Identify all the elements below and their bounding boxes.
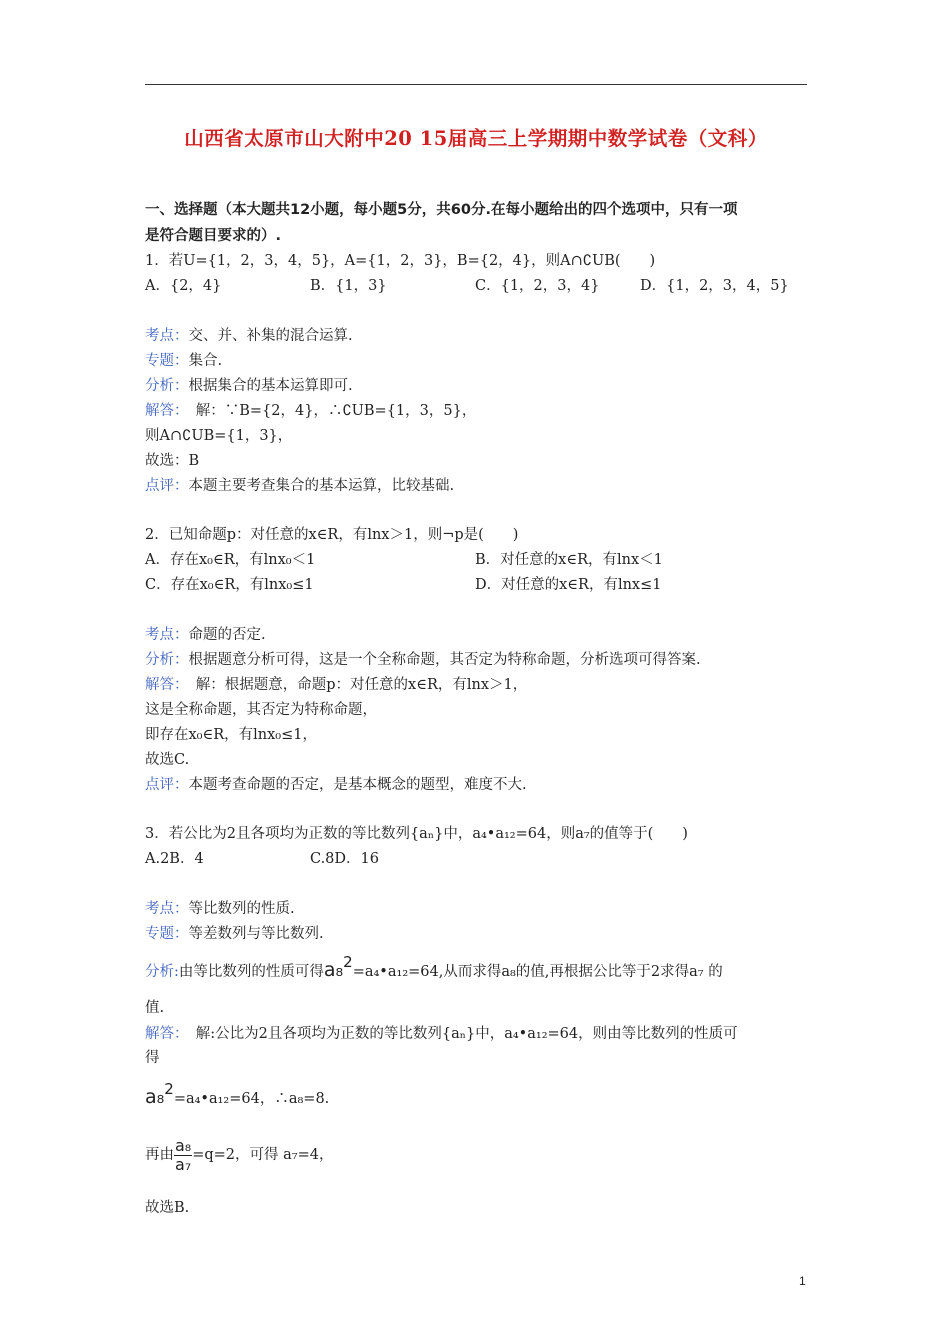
zhuanti-label: 专题： [145, 926, 189, 942]
q3-sol-text-cont: =q=2，可得 a₇=4， [192, 1147, 334, 1163]
fenxi-label: 分析： [145, 378, 189, 394]
section-heading-cont: 是符合题目要求的）. [145, 228, 282, 244]
jieda-label: 解答： [145, 1026, 182, 1042]
exponent: 2 [343, 953, 353, 971]
q1-zhuanti [145, 351, 222, 371]
q3-sol-text: =a₄•a₁₂=64，∴a₈=8. [173, 1091, 330, 1107]
q3-jieda-text: 解:公比为2且各项均为正数的等比数列{aₙ}中，a₄•a₁₂=64，则由等比数列的性质可 [181, 1026, 738, 1042]
q3-option-cd: C.8D．16 [310, 851, 379, 867]
q3-sol-text: 再由 [145, 1147, 174, 1163]
q2-dianping [145, 775, 527, 795]
fenxi-label: 分析： [145, 652, 189, 668]
q3-zhuanti [145, 924, 324, 944]
kaodian-label: 考点： [145, 627, 189, 643]
q3-stem: 3．若公比为2且各项均为正数的等比数列{aₙ}中，a₄•a₁₂=64，则a₇的值等于( ) [145, 826, 688, 842]
q3-kaodian [145, 899, 295, 919]
q1-jieda [145, 401, 476, 421]
q3-jieda [145, 1024, 738, 1044]
q1-fenxi-text: 根据集合的基本运算即可. [188, 378, 353, 394]
section-heading: 一、选择题（本大题共12小题，每小题5分，共60分.在每小题给出的四个选项中，只有一项 [145, 202, 738, 218]
q1-dianping-text: 本题主要考查集合的基本运算，比较基础. [188, 478, 455, 494]
q2-option-d: D．对任意的x∈R，有lnx≤1 [475, 577, 662, 593]
q3-solution-line [145, 1080, 330, 1109]
fraction-numerator: a₈ [175, 1135, 192, 1155]
q2-fenxi-text: 根据题意分析可得，这是一个全称命题，其否定为特称命题，分析选项可得答案. [188, 652, 701, 668]
q2-dianping-text: 本题考查命题的否定，是基本概念的题型，难度不大. [188, 777, 527, 793]
q2-option-a: A．存在x₀∈R，有lnx₀＜1 [145, 552, 316, 568]
fraction-denominator: a₇ [175, 1154, 192, 1174]
q1-stem: 1．若U={1，2，3，4，5}，A={1，2，3}，B={2，4}，则A∩∁UB( ) [145, 253, 656, 269]
q3-solution-line [145, 1135, 333, 1175]
fenxi-label: 分析: [145, 964, 179, 980]
q2-solution-line: 故选C. [145, 752, 190, 768]
q3-fenxi-text-cont: =a₄•a₁₂=64,从而求得a₈的值,再根据公比等于2求得a₇ 的 [352, 964, 723, 980]
q2-option-b: B．对任意的x∈R，有lnx＜1 [475, 552, 663, 568]
q2-fenxi [145, 650, 701, 670]
q2-solution-line: 即存在x₀∈R，有lnx₀≤1， [145, 727, 317, 743]
jieda-label: 解答： [145, 403, 182, 419]
kaodian-label: 考点： [145, 901, 189, 917]
q3-solution-line: 得 [145, 1050, 160, 1066]
q1-option-d: D．{1，2，3，4，5} [640, 278, 789, 294]
q3-fenxi-cont: 值. [145, 1000, 165, 1016]
q2-stem: 2．已知命题p：对任意的x∈R，有lnx＞1，则¬p是( ) [145, 527, 519, 543]
page-title: 山西省太原市山大附中20 15届高三上学期期中数学试卷（文科） [184, 127, 768, 150]
q3-zhuanti-text: 等差数列与等比数列. [188, 926, 324, 942]
zhuanti-label: 专题： [145, 353, 189, 369]
q1-kaodian-text: 交、并、补集的混合运算. [188, 328, 353, 344]
q1-zhuanti-text: 集合. [188, 353, 223, 369]
fraction-a8-over-a7 [174, 1137, 192, 1174]
q3-option-ab: A.2B．4 [145, 851, 204, 867]
a8-symbol: a₈ [145, 1086, 165, 1108]
q1-kaodian [145, 326, 353, 346]
q1-fenxi [145, 376, 353, 396]
q2-jieda [145, 675, 527, 695]
q1-dianping [145, 476, 454, 496]
q3-fenxi-text: 由等比数列的性质可得 [178, 964, 324, 980]
q1-solution-line: 则A∩∁UB={1，3}， [145, 428, 293, 444]
dianping-label: 点评： [145, 478, 189, 494]
kaodian-label: 考点： [145, 328, 189, 344]
page-number: 1 [799, 1274, 806, 1288]
q2-solution-line: 这是全称命题，其否定为特称命题， [145, 702, 377, 718]
q2-option-c: C．存在x₀∈R，有lnx₀≤1 [145, 577, 314, 593]
q1-option-c: C．{1，2，3，4} [475, 278, 600, 294]
q3-solution-line: 故选B. [145, 1200, 190, 1216]
q3-kaodian-text: 等比数列的性质. [188, 901, 295, 917]
q2-kaodian [145, 625, 266, 645]
q2-kaodian-text: 命题的否定. [188, 627, 266, 643]
exponent: 2 [164, 1080, 174, 1098]
q1-solution-line: 故选：B [145, 453, 200, 469]
q3-fenxi [145, 953, 723, 982]
q2-jieda-text: 解：根据题意，命题p：对任意的x∈R，有lnx＞1， [181, 677, 528, 693]
jieda-label: 解答： [145, 677, 182, 693]
q1-option-a: A．{2，4} [145, 278, 222, 294]
a8-symbol: a₈ [323, 959, 344, 981]
q1-jieda-text: 解：∵B={2，4}，∴∁UB={1，3，5}， [181, 403, 477, 419]
dianping-label: 点评： [145, 777, 189, 793]
q1-option-b: B．{1，3} [310, 278, 387, 294]
header-rule [145, 84, 807, 85]
